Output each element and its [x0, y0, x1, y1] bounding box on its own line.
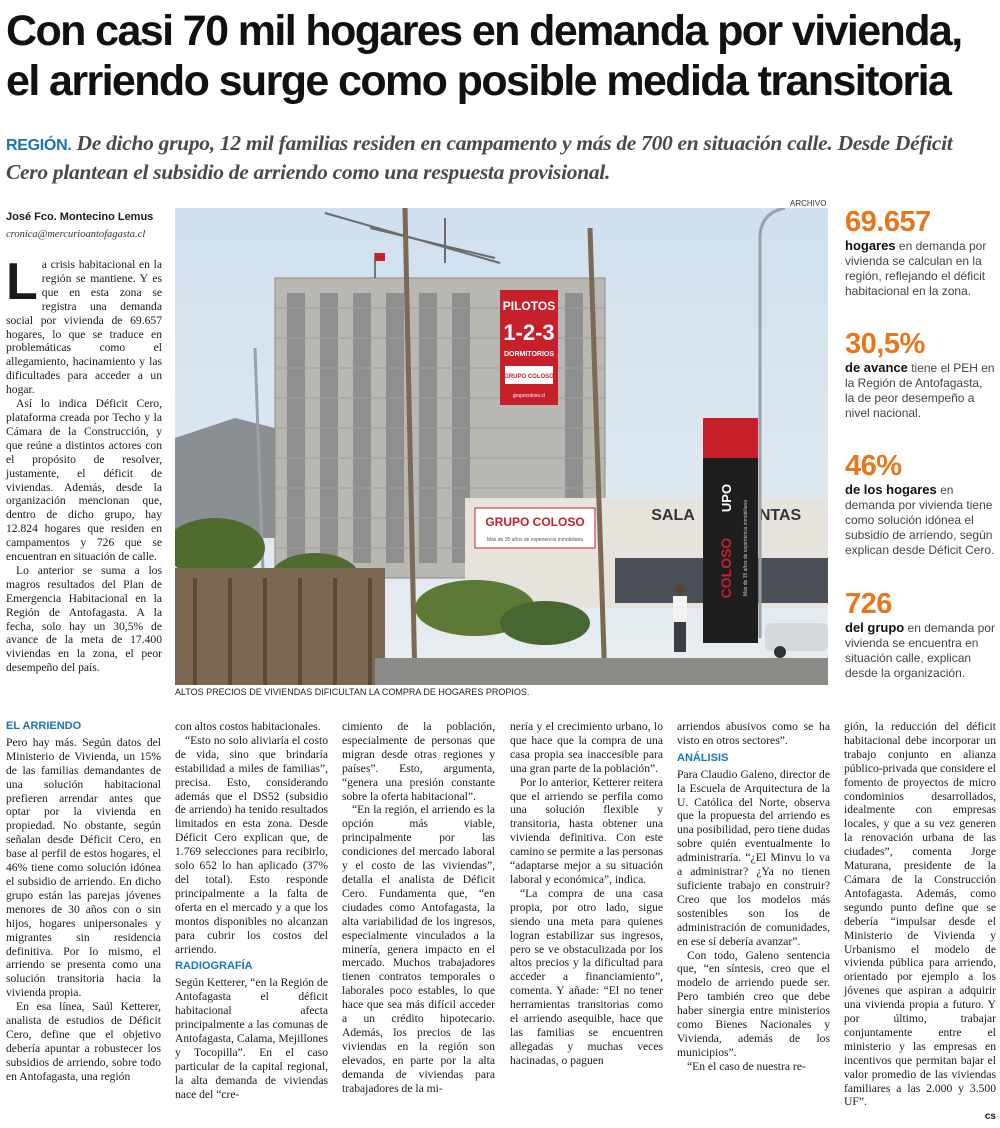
column-5-paragraph-3: Con todo, Galeno sentencia que, “en síntesis, creo que el modelo de arriendo puede ser. Pero también creo que debe haber sinergia entre ministerios como Bienes Nacionales y Vivienda, además de los municipios”. [677, 948, 830, 1059]
photo-credit: ARCHIVO [790, 199, 827, 208]
body-column-2 [175, 720, 328, 1101]
subhead-analisis: ANÁLISIS [677, 751, 729, 764]
headline-line-2: el arriendo surge como posible medida transitoria [6, 57, 951, 105]
stat-bold: del grupo [845, 620, 905, 635]
banner-sub-text: Más de 35 años de experiencia inmobiliaria [486, 537, 584, 543]
body-column-1 [6, 716, 161, 1084]
column-3-paragraph-1: cimiento de la población, especialmente de personas que migran desde otras regiones y países”. Esto, argumenta, “genera una presión constante sobre la oferta habitacional”. [342, 720, 495, 803]
stat-bold: hogares [845, 238, 896, 253]
pilotos-sign [500, 290, 558, 405]
dropcap: L [6, 253, 38, 311]
subhead-radiografia: RADIOGRAFÍA [175, 960, 253, 973]
column-2-paragraph-2: “Esto no solo aliviaría el costo de vida, sino que brindaría estabilidad a miles de familias”, precisa. Esto, considerando además que el DS52 (subsidio de arriendo) ha tenido resultados limitados en esta zona. Desde Déficit Cero explican que, de 1.769 selecciones para recibirlo, solo 652 lo han aplicado (37% del total). Esto responde principalmente a la falta de oferta en el mercado y a que los montos disponibles no alcanzan para cubrir los costos del arriendo. [175, 733, 328, 956]
sign-web-text: grupocoloso.cl [512, 393, 546, 399]
tower-sub-text: Más de 35 años de experiencia inmobiliaria [743, 499, 749, 597]
column-2-paragraph-3: Según Ketterer, “en la Región de Antofagasta el déficit habitacional afecta principalmente a las comunas de Antofagasta, Calama, Mejillones y Tocopilla”. En el caso particular de la capital regional, la alta demanda de viviendas nace del “cre- [175, 976, 328, 1101]
sala-text: SALA [651, 507, 695, 524]
column-1-paragraph-2: En esa línea, Saúl Ketterer, analista de estudios de Déficit Cero, define que el objetivo debería apuntar a robustecer los subsidios de arriendo, sobre todo en Antofagasta, una región [6, 1000, 161, 1083]
column-5-paragraph-2: Para Claudio Galeno, director de la Escuela de Arquitectura de la U. Católica del Norte, observa que la propuesta del arriendo es una posibilidad, pero tiene dudas sobre quién eventualmente lo administraría. “¿El Minvu lo va a administrar? ¿Ya no tienen suficiente trabajo en construir? Creo que los modelos más sostenibles son los de administración de comunidades, en ese sí debería avanzar”. [677, 767, 830, 948]
subhead-arriendo: EL ARRIENDO [6, 720, 82, 732]
byline-email: cronica@mercurioantofagasta.cl [6, 229, 146, 240]
sign-brand-text: GRUPO COLOSO [504, 374, 554, 380]
ventas-text: NTAS [758, 507, 802, 524]
sign-dormitorios-text: DORMITORIOS [503, 351, 555, 358]
column-5-paragraph-1: arriendos abusivos como se ha visto en otros sectores”. [677, 720, 830, 747]
coloso-tower-sign [703, 418, 758, 643]
stat-avance [845, 328, 995, 421]
stat-value: 69.657 [845, 206, 931, 238]
intro-paragraph-1: a crisis habitacional en la región se mantiene. Y es que en esta zona se registra una demanda social por vivienda de 69.657 hogares, lo que se traduce en problemáticas como el allegamiento, hacinamiento y las dificultades para acceder a un hogar. [6, 258, 162, 397]
column-6-paragraph-1: gión, la reducción del déficit habitacional debe incorporar un trabajo conjunto en alianza público-privada que considere el fomento de proyectos de micro condominios desarrollados, idealmente con empresas locales, y que a su vez generen la renovación urbana de las ciudades”, comenta Jorge Maturana, presidente de la Cámara de la Construcción Antofagasta. Además, como segundo punto define que se debería “impulsar desde el Ministerio de Vivienda y Urbanismo el modelo de vivienda pública para arriendo, orientado por ejemplo a los jóvenes que aspiran a adquirir una vivienda propia a futuro. Y por último, trabajar conjuntamente entre el ministerio y las empresas en incentivos que permitan bajar el valor promedio de las viviendas familiares a las 2.000 y 3.500 UF”. [844, 720, 996, 1109]
stat-text: en demanda por vivienda se encuentra en situación calle, explican desde la organización. [845, 621, 995, 680]
intro-column [6, 253, 162, 675]
body-column-3 [342, 720, 495, 1095]
road [375, 658, 828, 685]
column-4-paragraph-2: Por lo anterior, Ketterer reitera que el arriendo se perfila como una solución flexible y transitoria, hasta obtener una vivienda definitiva. Con este camino se permite a las personas “adaptarse mejor a su situación laboral y económica”, indica. [510, 775, 663, 886]
intro-paragraph-3: Lo anterior se suma a los magros resultados del Plan de Emergencia Habitacional en la Región de Antofagasta. A la fecha, solo hay un 30,5% de avance de la meta de 17.400 viviendas en la zona, el peor desempeño del país. [6, 563, 162, 675]
body-column-5 [677, 720, 830, 1074]
stat-hogares [845, 206, 995, 299]
stat-bold: de los hogares [845, 482, 937, 497]
byline-author: José Fco. Montecino Lemus [6, 211, 154, 223]
stat-porcentaje-hogares [845, 450, 995, 558]
column-3-paragraph-2: “En la región, el arriendo es la opción más viable, principalmente por las condiciones del mercado laboral y el costo de las viviendas”, detalla el analista de Déficit Cero. Fundamenta que, “en ciudades como Antofagasta, la alta variabilidad de los ingresos, especialmente vinculados a la minería, genera impacto en el mercado. Muchos trabajadores tienen contratos temporales o laborales poco estables, lo que hace que sea más difícil acceder a un crédito hipotecario. Además, los precios de las viviendas en la región son elevados, en parte por la alta demanda de viviendas para trabajadores de la mi- [342, 803, 495, 1095]
sign-123-text: 1-2-3 [503, 320, 555, 345]
photo-illustration [175, 208, 828, 685]
lede-kicker: REGIÓN. [6, 137, 72, 154]
banner-brand-text: GRUPO COLOSO [485, 515, 585, 529]
stat-value: 30,5% [845, 328, 925, 360]
tower-brand-text: COLOSO [718, 537, 734, 599]
stat-bold: de avance [845, 360, 908, 375]
news-photo [175, 208, 828, 685]
column-4-paragraph-1: nería y el crecimiento urbano, lo que hace que la compra de una casa propia sea inaccesible para una gran parte de la población”. [510, 720, 663, 775]
stat-text: en demanda por vivienda se calculan en la región, reflejando el déficit habitacional en la zona. [845, 239, 987, 298]
column-5-paragraph-4: “En el caso de nuestra re- [687, 1059, 806, 1073]
stat-text: en demanda por vivienda tiene como solución idónea el subsidio de arriendo, según explican desde Déficit Cero. [845, 483, 995, 557]
stat-value: 46% [845, 450, 902, 482]
headline [6, 6, 996, 106]
stat-text: tiene el PEH en la Región de Antofagasta, la de peor desempeño a nivel nacional. [845, 361, 995, 420]
stat-situacion-calle [845, 588, 995, 681]
sign-pilotos-text: PILOTOS [502, 299, 556, 313]
lede [6, 130, 996, 185]
headline-line-1: Con casi 70 mil hogares en demanda por vivienda, [6, 7, 962, 55]
tower-top-text: UPO [719, 483, 734, 513]
intro-paragraph-2: Así lo indica Déficit Cero, plataforma creada por Techo y la Cámara de la Construcción, y que reúne a distintos actores con el propósito de resolver, justamente, el déficit de viviendas. Además, desde la organización mencionan que, dentro de dicho grupo, hay 12.824 hogares que residen en campamentos y 726 que se encuentran en situación de calle. [6, 397, 162, 564]
column-4-paragraph-3: “La compra de una casa propia, por otro lado, sigue siendo una meta para quienes logran estabilizar sus ingresos, pero se ve obstaculizada por los altos precios y la dificultad para acceder a financiamiento”, comenta. Y añade: “El no tener herramientas transitorias como el arriendo asequible, hace que las familias se encuentren allegadas y muchas veces hacinadas, o paguen [510, 886, 663, 1067]
body-column-6 [844, 720, 996, 1109]
stat-value: 726 [845, 588, 892, 620]
body-column-4 [510, 720, 663, 1068]
column-1-paragraph-1: Pero hay más. Según datos del Ministerio de Vivienda, un 15% de las familias demandantes de una solución habitacional prefieren arrendar antes que optar por la vivienda en propiedad. No obstante, según señalan desde Déficit Cero, en base al perfil de estos hogares, el 46% tiene como solución idónea el subsidio de arriendo. En dicho grupo están las parejas jóvenes menores de 30 años con o sin hijos, hogares unipersonales y migrantes sin residencia definitiva. Por lo mismo, el arriendo se presenta como una solución transitoria hacia la vivienda propia. [6, 735, 161, 1000]
end-mark: cs [984, 1111, 996, 1122]
lede-text: De dicho grupo, 12 mil familias residen en campamento y más de 700 en situación calle. Desde Déficit Cero plantean el subsidio de arriendo como una respuesta provisional. [6, 131, 953, 184]
photo-caption: ALTOS PRECIOS DE VIVIENDAS DIFICULTAN LA COMPRA DE HOGARES PROPIOS. [175, 687, 530, 697]
column-2-paragraph-1: con altos costos habitacionales. [175, 720, 321, 733]
